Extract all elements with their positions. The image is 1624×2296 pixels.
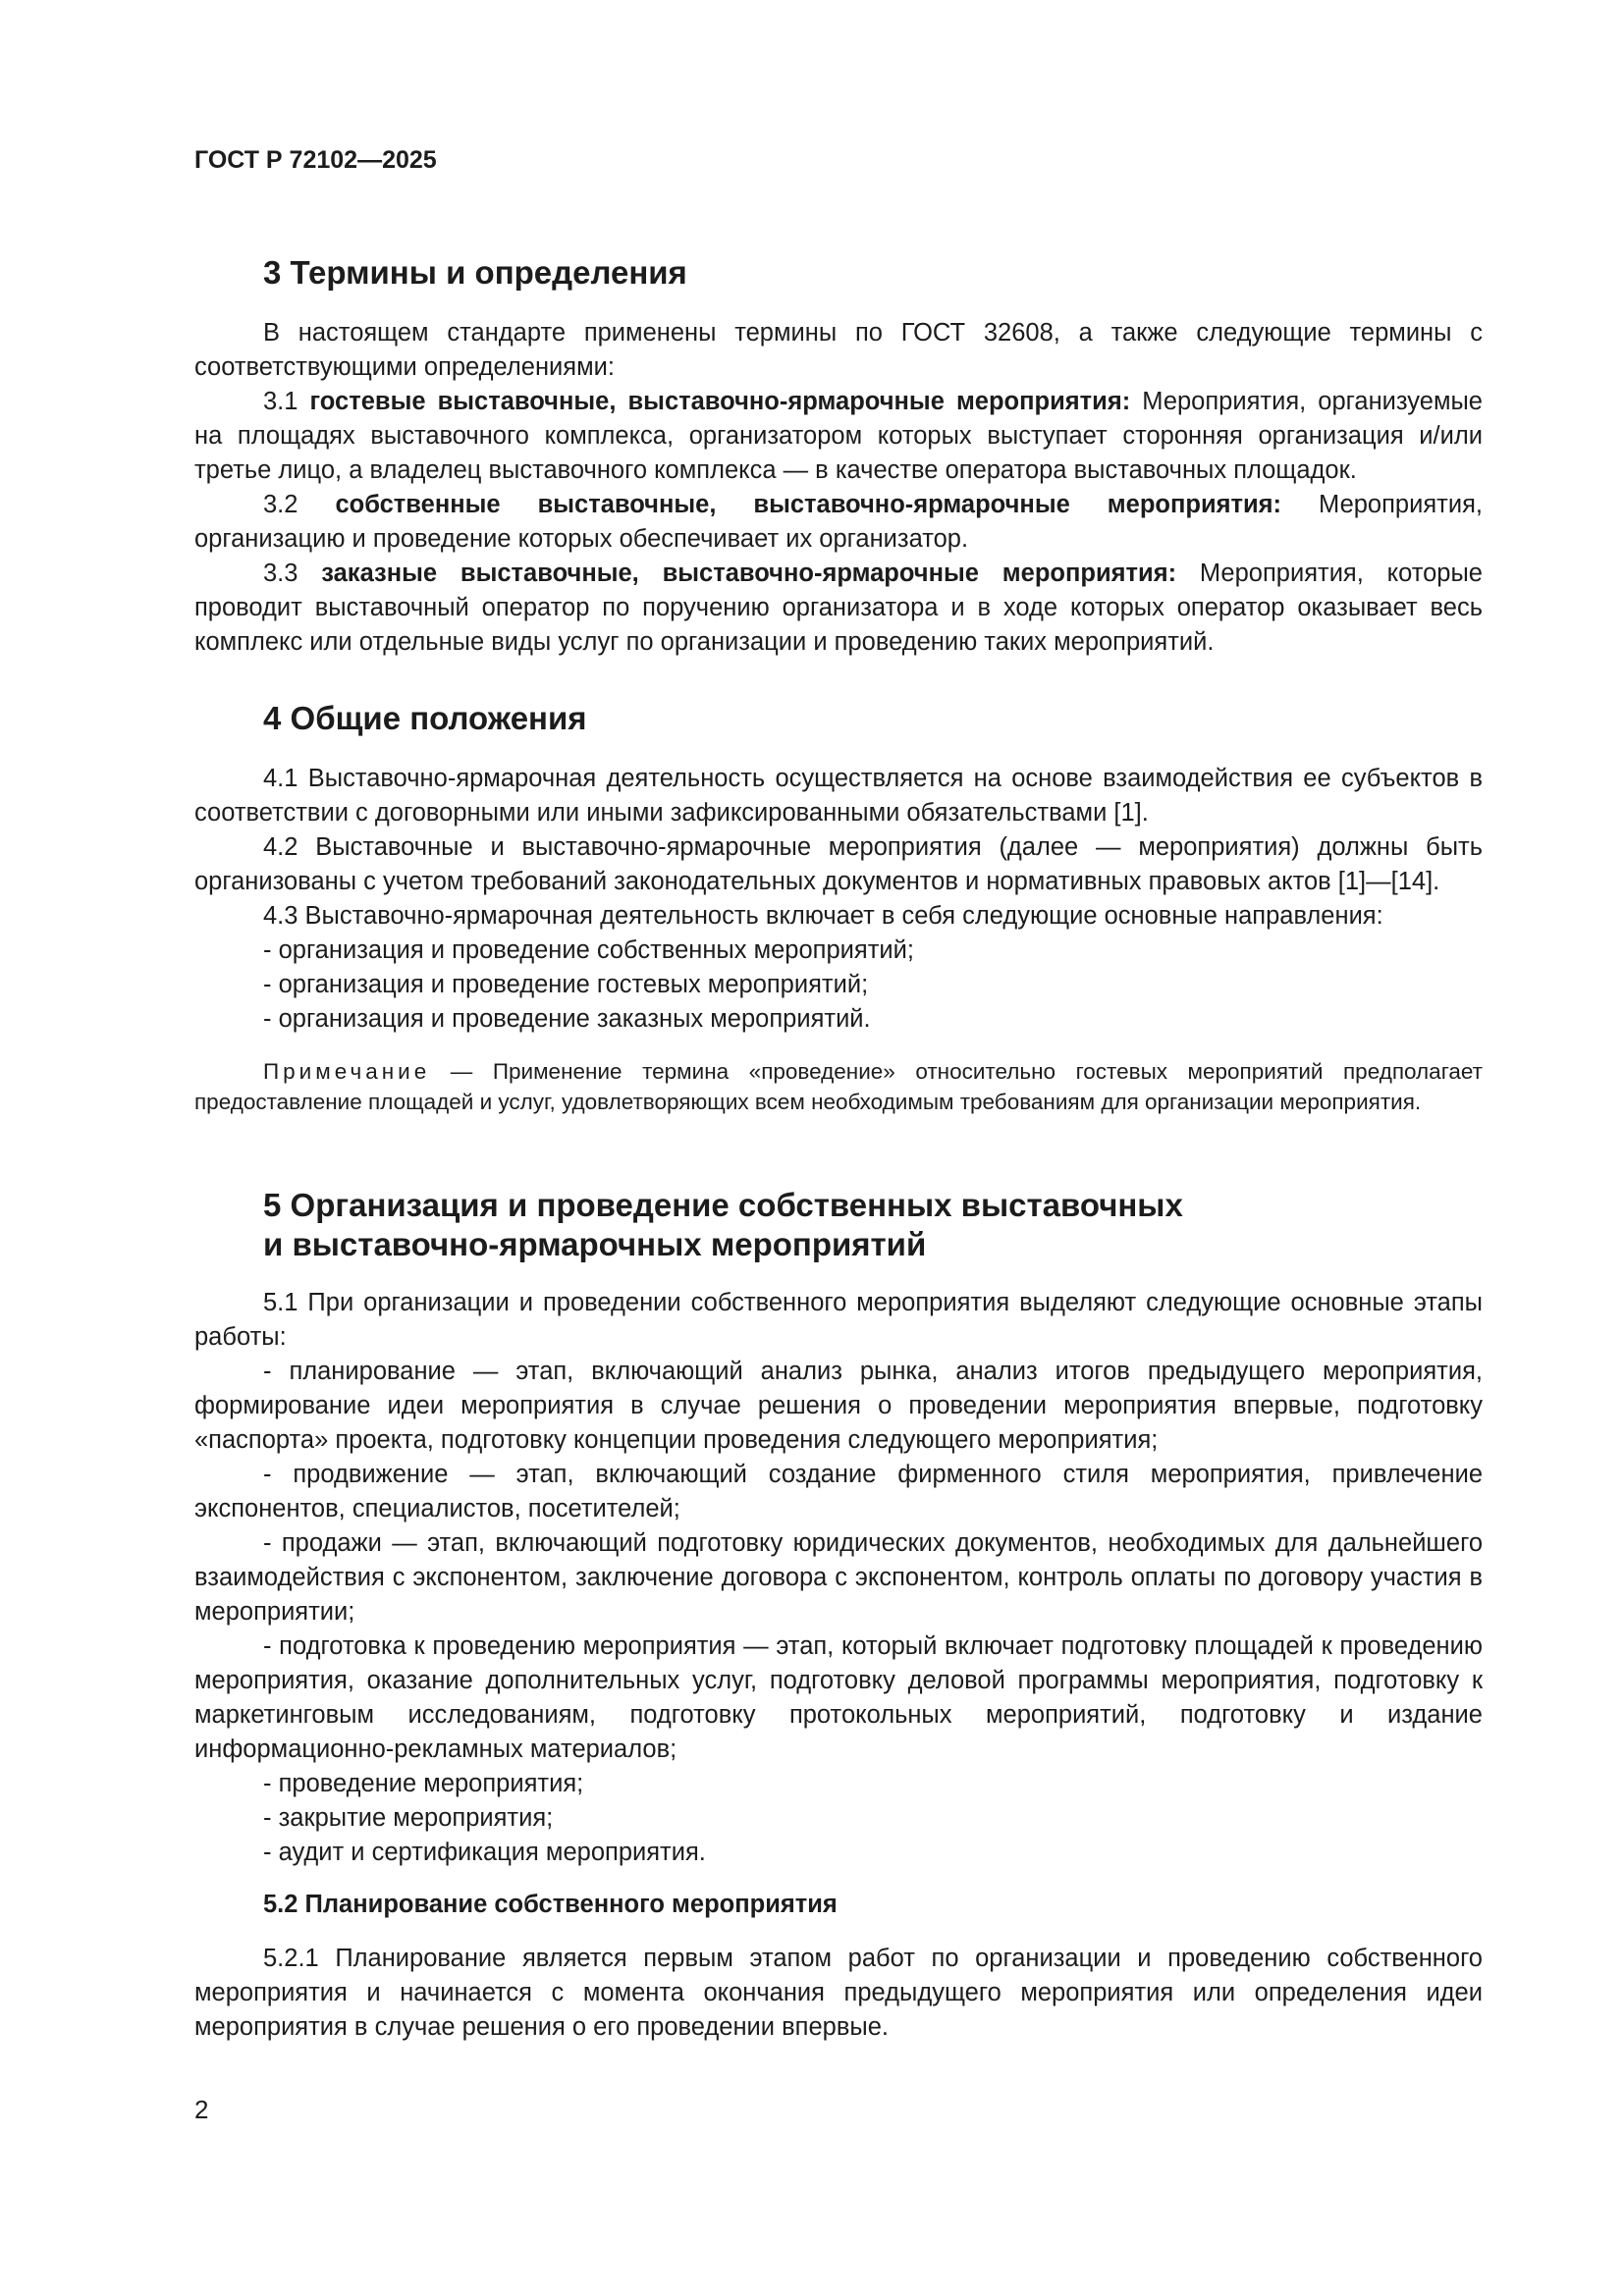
- section-5-title-line2: и выставочно-ярмарочных мероприятий: [263, 1226, 927, 1262]
- note: [194, 1056, 1483, 1117]
- subsection-5-2-title: 5.2 Планирование собственного мероприятия: [263, 1891, 838, 1918]
- list-item: - проведение мероприятия;: [263, 1770, 584, 1797]
- clause-4-3: 4.3 Выставочно-ярмарочная деятельность включает в себя следующие основные направления:: [263, 902, 1383, 930]
- subsection-5-2-body: [194, 1942, 1483, 2045]
- document-page: [194, 145, 1483, 2045]
- stage-item: - продвижение — этап, включающий создание фирменного стиля мероприятия, привлечение экспонентов, специалистов, посетителей;: [194, 1461, 1483, 1522]
- section-5-title: [194, 1186, 1483, 1264]
- section-4-body: [194, 762, 1483, 1117]
- term-name: гостевые выставочные, выставочно-ярмарочные мероприятия:: [309, 388, 1131, 415]
- term-name: заказные выставочные, выставочно-ярмарочные мероприятия:: [321, 560, 1177, 587]
- section-3-title: 3 Термины и определения: [263, 254, 687, 291]
- list-item: - аудит и сертификация мероприятия.: [263, 1839, 706, 1866]
- section-5-title-line1: 5 Организация и проведение собственных выставочных: [263, 1187, 1183, 1223]
- list-item: - организация и проведение гостевых мероприятий;: [263, 971, 869, 998]
- note-label: Примечание: [263, 1059, 431, 1084]
- clause-4-1: 4.1 Выставочно-ярмарочная деятельность осуществляется на основе взаимодействия ее субъектов в соответствии с договорными или иными зафиксированными обязательствами [1].: [194, 765, 1483, 827]
- term-number: 3.2: [263, 491, 336, 518]
- term-number: 3.3: [263, 560, 322, 587]
- clause-5-2-1: 5.2.1 Планирование является первым этапом работ по организации и проведению собственного мероприятия и начинается с момента окончания предыдущего мероприятия или определения идеи мероприятия в случае решения о его проведении впервые.: [194, 1945, 1483, 2041]
- document-id: ГОСТ Р 72102—2025: [194, 146, 437, 174]
- term-3-3: [194, 557, 1483, 660]
- note-text: — Применение термина «проведение» относительно гостевых мероприятий предполагает предоставление площадей и услуг, удовлетворяющих всем необходимым требованиям для организации мероприятия.: [194, 1059, 1483, 1114]
- stage-item: - продажи — этап, включающий подготовку юридических документов, необходимых для дальнейшего взаимодействия с экспонентом, заключение договора с экспонентом, контроль оплаты по договору участия в мероприятии;: [194, 1529, 1483, 1626]
- stage-item: - планирование — этап, включающий анализ рынка, анализ итогов предыдущего мероприятия, формирование идеи мероприятия в случае решения о проведении мероприятия впервые, подготовку «паспорта» проекта, подготовку концепции проведения следующего мероприятия;: [194, 1358, 1483, 1454]
- term-3-1: [194, 385, 1483, 488]
- list-item: - организация и проведение собственных мероприятий;: [263, 936, 914, 964]
- term-name: собственные выставочные, выставочно-ярмарочные мероприятия:: [335, 491, 1282, 518]
- term-definition: Мероприятия, организацию и проведение которых обеспечивает их организатор.: [194, 491, 1483, 553]
- term-3-2: [194, 488, 1483, 557]
- page-number: 2: [194, 2095, 209, 2124]
- list-item: - закрытие мероприятия;: [263, 1804, 554, 1832]
- clause-5-1: 5.1 При организации и проведении собственного мероприятия выделяют следующие основные этапы работы:: [194, 1289, 1483, 1351]
- term-number: 3.1: [263, 388, 310, 415]
- section-4-title: 4 Общие положения: [263, 700, 587, 736]
- note-block: [194, 1056, 1483, 1117]
- stage-item: - подготовка к проведению мероприятия — этап, который включает подготовку площадей к проведению мероприятия, оказание дополнительных услуг, подготовку деловой программы мероприятия, подготовку к маркетинговым исследованиям, подготовку протокольных мероприятий, подготовку и издание информационно-рекламных материалов;: [194, 1632, 1483, 1763]
- list-item: - организация и проведение заказных мероприятий.: [263, 1005, 871, 1033]
- term-definition: Мероприятия, которые проводит выставочный оператор по поручению организатора и в ходе которых оператор оказывает весь комплекс или отдельные виды услуг по организации и проведению таких мероприятий.: [194, 560, 1483, 656]
- clause-4-2: 4.2 Выставочные и выставочно-ярмарочные мероприятия (далее — мероприятия) должны быть организованы с учетом требований законодательных документов и нормативных правовых актов [1]—[14].: [194, 833, 1483, 895]
- section-3-body: [194, 316, 1483, 660]
- section-5-body: [194, 1286, 1483, 1870]
- term-definition: Мероприятия, организуемые на площадях выставочного комплекса, организатором которых выступает сторонняя организация и/или третье лицо, а владелец выставочного комплекса — в качестве оператора выставочных площадок.: [194, 388, 1483, 484]
- section-3-intro: В настоящем стандарте применены термины по ГОСТ 32608, а также следующие термины с соответствующими определениями:: [194, 319, 1483, 381]
